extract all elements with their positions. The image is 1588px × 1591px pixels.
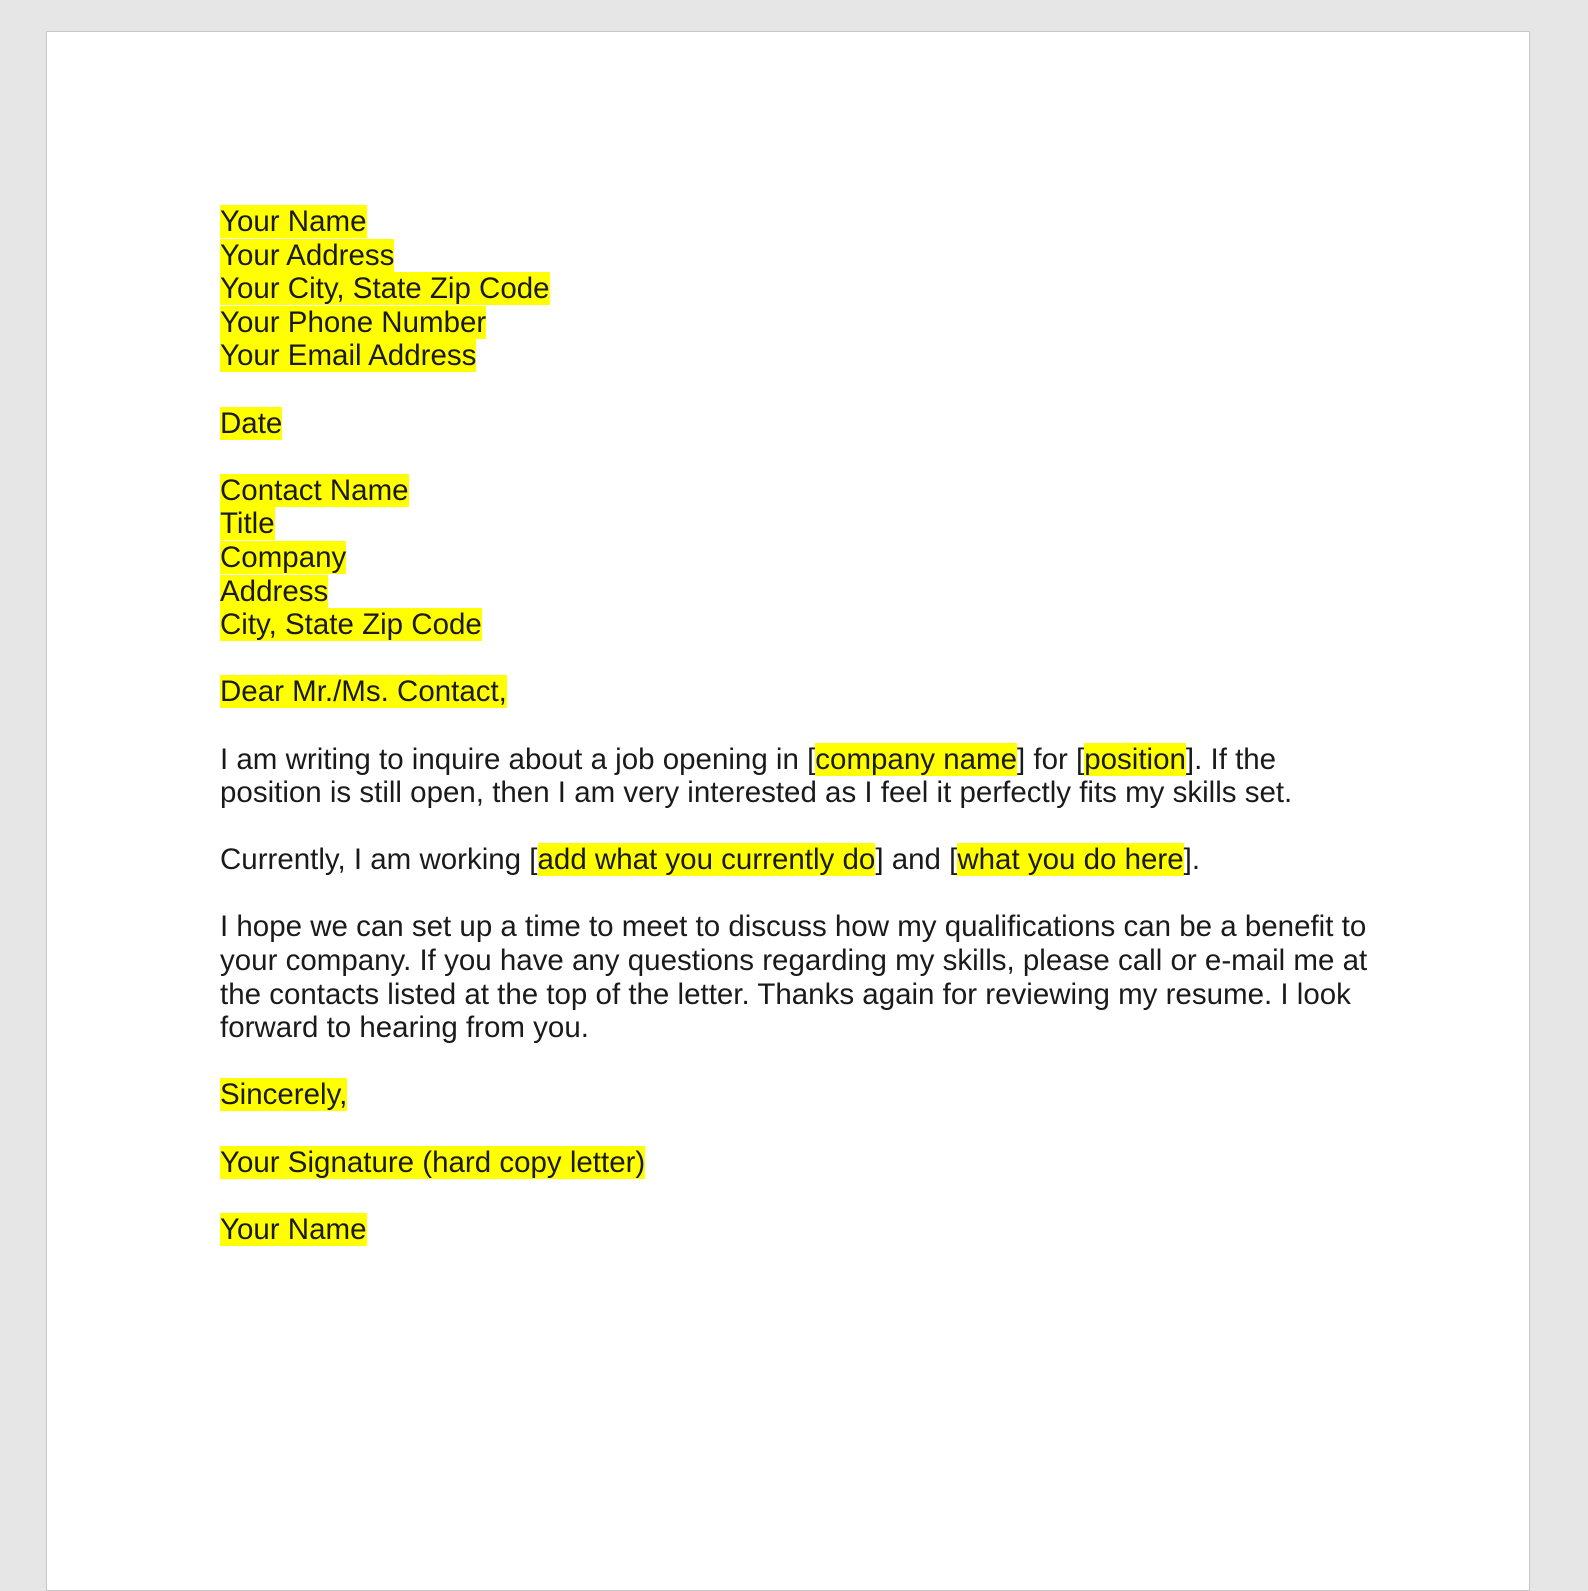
recipient-company: Company [220, 540, 347, 574]
spacer [220, 1179, 1370, 1213]
paragraph-closing-request: I hope we can set up a time to meet to discuss how my qualifications can be a benefit to your company. If you have any questions regarding my skills, please call or e-mail me at the contacts listed at the top of the letter. Thanks again for reviewing my resume. I look forward to hearing from you. [220, 910, 1368, 1045]
paragraph-text: I am writing to inquire about a job opening in [ [220, 742, 816, 776]
paragraph-text: ]. If the position is still open, then I am very interested as I feel it perfectly fits my skills set. [220, 742, 1293, 810]
document-page [46, 31, 1530, 1591]
spacer [220, 1112, 1370, 1146]
sender-name: Your Name [220, 205, 367, 238]
spacer [220, 1045, 1370, 1079]
date-block [220, 407, 1370, 441]
spacer [220, 440, 1370, 474]
recipient-block [220, 474, 1370, 642]
recipient-title: Title [220, 507, 275, 541]
paragraph-text: ]. [1183, 843, 1201, 877]
paragraph-text: ] and [ [875, 843, 958, 877]
sender-phone: Your Phone Number [220, 305, 487, 339]
salutation: Dear Mr./Ms. Contact, [220, 675, 507, 709]
paragraph-text: ] for [ [1017, 742, 1085, 776]
closing: Sincerely, [220, 1078, 348, 1112]
placeholder-current-work: add what you currently do [537, 843, 876, 877]
closing-block [220, 1078, 1370, 1112]
paragraph-current-work [220, 843, 1370, 877]
paragraph-inquiry [220, 743, 1370, 810]
recipient-contact-name: Contact Name [220, 473, 409, 507]
salutation-block [220, 675, 1370, 709]
placeholder-work-here: what you do here [957, 843, 1184, 877]
paragraph-text: Currently, I am working [ [220, 843, 538, 877]
signer-name: Your Name [220, 1212, 367, 1246]
spacer [220, 642, 1370, 676]
letter-body[interactable] [220, 205, 1370, 1246]
spacer [220, 373, 1370, 407]
signature-block [220, 1146, 1370, 1180]
sender-city-state-zip: Your City, State Zip Code [220, 272, 550, 306]
placeholder-company-name: company name [815, 742, 1017, 776]
spacer [220, 709, 1370, 743]
sender-block [220, 205, 1370, 373]
spacer [220, 810, 1370, 844]
sender-email: Your Email Address [220, 339, 477, 373]
recipient-city-state-zip: City, State Zip Code [220, 608, 482, 642]
placeholder-position: position [1084, 742, 1186, 776]
sender-address: Your Address [220, 238, 395, 272]
spacer [220, 877, 1370, 911]
signer-block [220, 1213, 1370, 1247]
signature-placeholder: Your Signature (hard copy letter) [220, 1145, 646, 1179]
letter-date: Date [220, 406, 283, 440]
recipient-address: Address [220, 574, 329, 608]
